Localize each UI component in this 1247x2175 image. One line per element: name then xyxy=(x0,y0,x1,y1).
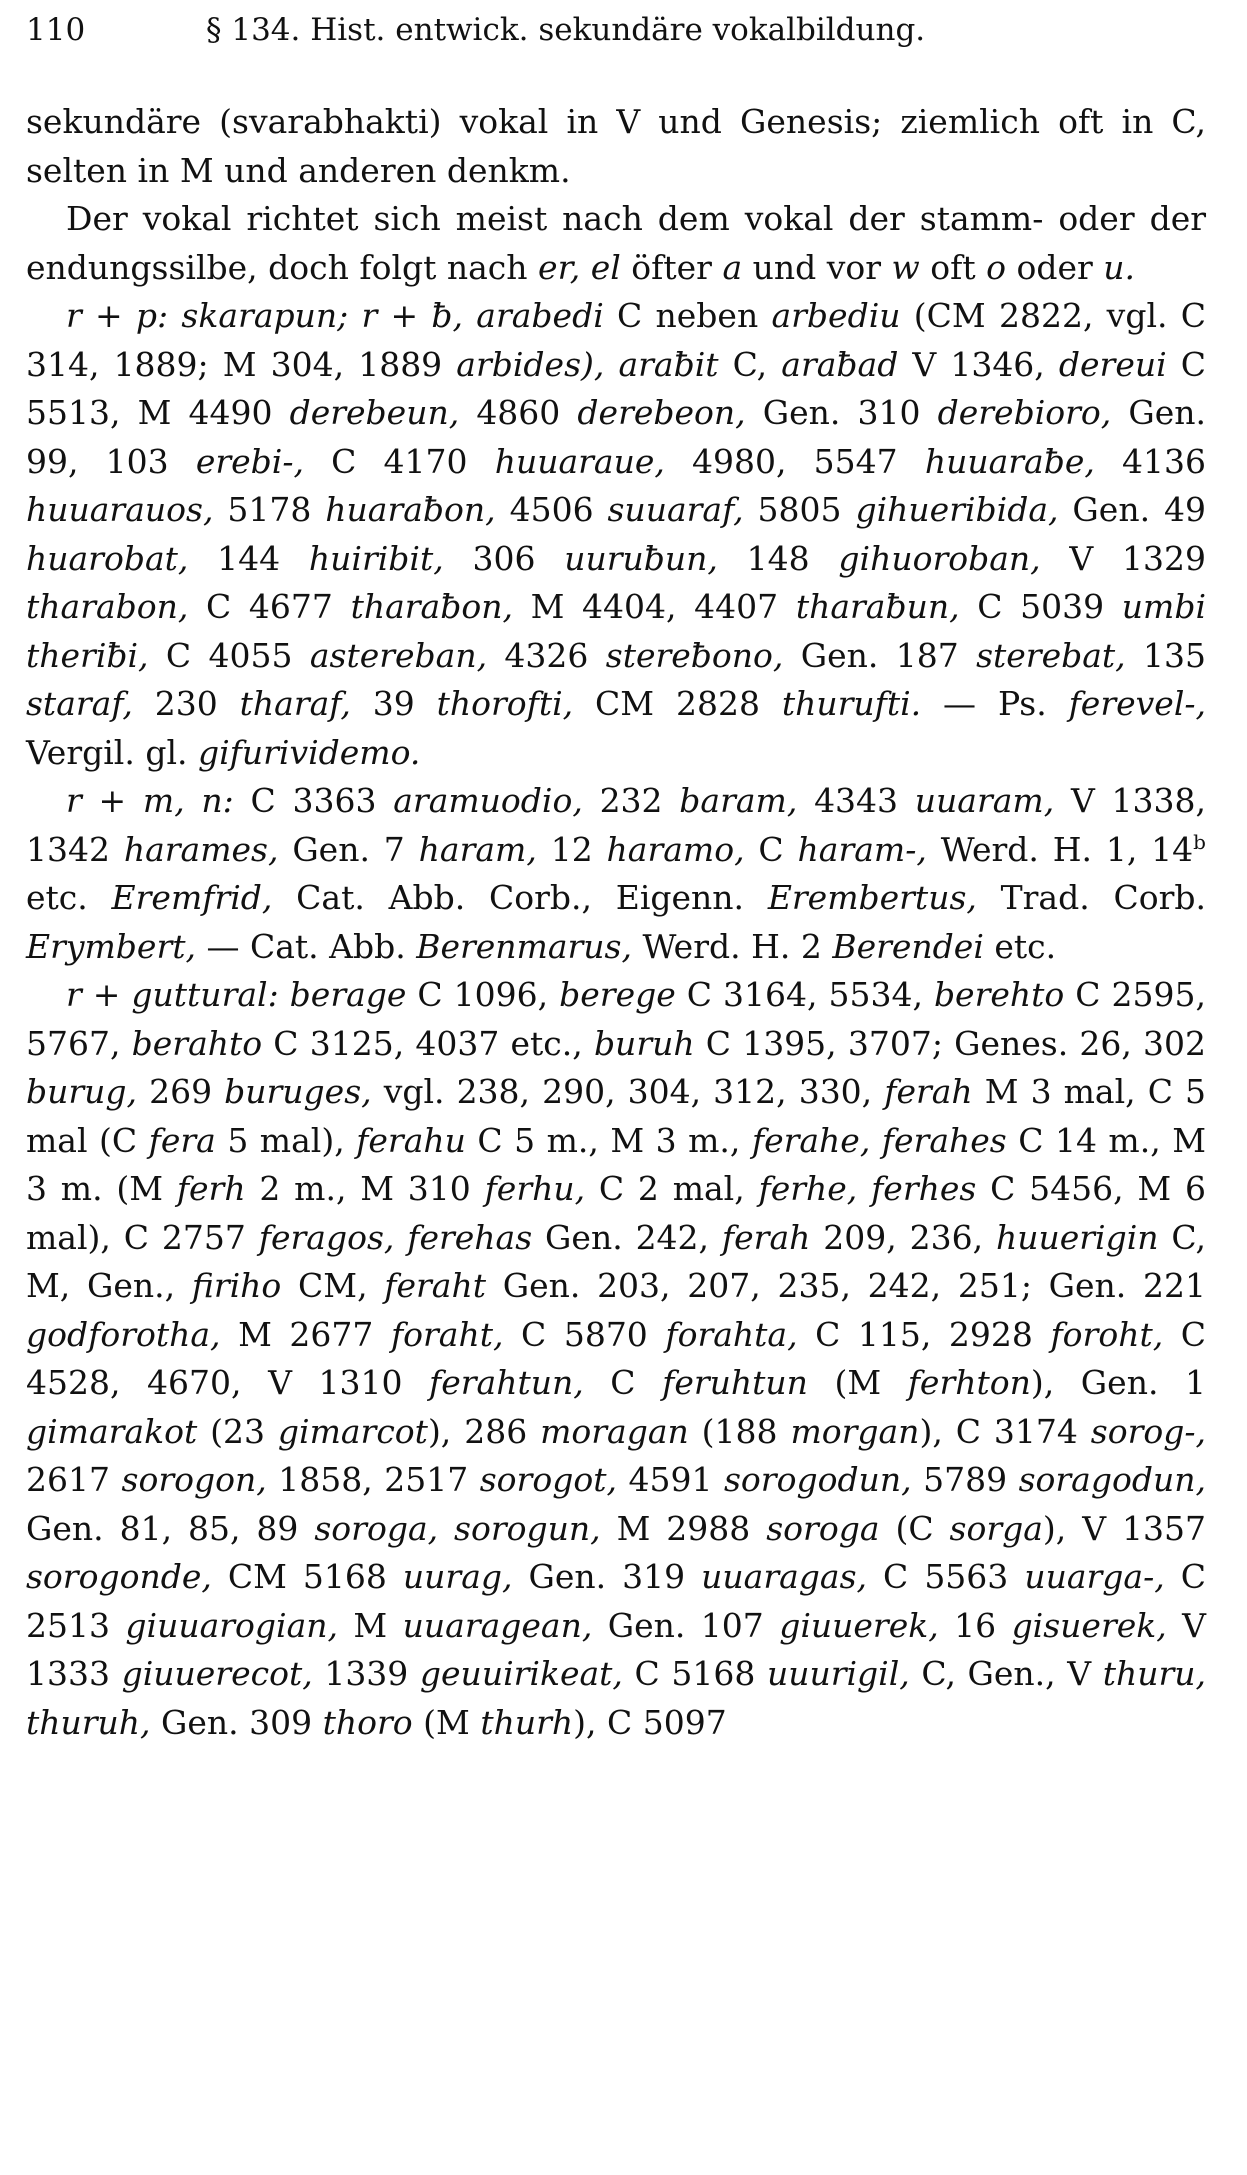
text-segment: V 1338, 1342 xyxy=(26,781,1206,869)
italic-text-segment: sorogon, xyxy=(121,1460,267,1499)
text-segment: C, M, Gen., xyxy=(26,1217,1206,1305)
text-segment: vgl. 238, 290, 304, 312, 330, xyxy=(371,1072,885,1111)
italic-text-segment: derebeon, xyxy=(577,393,746,432)
paragraph xyxy=(26,195,1206,292)
italic-text-segment: sorogodun, xyxy=(724,1460,912,1499)
italic-text-segment: gihueribida, xyxy=(855,490,1059,529)
italic-text-segment: uuruƀun, xyxy=(564,538,718,578)
text-segment: V 1329 xyxy=(1040,538,1206,578)
italic-text-segment: haram, xyxy=(418,829,537,869)
italic-text-segment: ferah xyxy=(721,1217,811,1257)
text-segment: M 2677 xyxy=(220,1314,391,1354)
italic-text-segment: morgan xyxy=(790,1411,920,1451)
italic-text-segment: giuuerecot, xyxy=(121,1654,313,1693)
text-segment: C 2513 xyxy=(26,1557,1206,1645)
italic-text-segment: gisuerek, xyxy=(1011,1605,1167,1645)
text-segment: CM 5168 xyxy=(211,1557,403,1596)
italic-text-segment: haram-, xyxy=(797,829,927,869)
text-segment: 1339 xyxy=(312,1654,420,1693)
text-segment: C neben xyxy=(603,296,772,335)
italic-text-segment: derebioro, xyxy=(937,393,1112,432)
text-segment: C 115, 2928 xyxy=(797,1314,1051,1354)
italic-text-segment: Erymbert, xyxy=(26,926,196,966)
text-segment: Gen. 310 xyxy=(745,393,938,432)
italic-text-segment: thuru, thuruh, xyxy=(26,1654,1206,1742)
text-segment: 16 xyxy=(938,1605,1012,1645)
italic-text-segment: feragos, ferehas xyxy=(258,1217,533,1257)
italic-text-segment: Erembertus, xyxy=(767,878,977,917)
text-segment: M 2988 xyxy=(600,1508,767,1548)
text-segment: (188 xyxy=(688,1411,791,1451)
italic-text-segment: geuuirikeat, xyxy=(419,1654,623,1693)
italic-text-segment: ferahtun, xyxy=(429,1363,584,1402)
italic-text-segment: burug, xyxy=(26,1072,138,1111)
paragraph xyxy=(26,777,1206,971)
italic-text-segment: Eremfrid, xyxy=(111,878,273,917)
text-segment: 232 xyxy=(582,781,680,820)
italic-text-segment: baram, xyxy=(679,781,798,820)
italic-text-segment: gihuoroban, xyxy=(838,538,1041,578)
text-segment: ), 286 xyxy=(427,1411,541,1451)
text-segment: etc. xyxy=(983,926,1057,966)
italic-text-segment: fera xyxy=(148,1120,216,1160)
text-segment: (CM 2822, vgl. C 314, 1889; M 304, 1889 xyxy=(26,296,1206,384)
italic-text-segment: tharabon, xyxy=(26,587,189,626)
text-segment: C 2595, 5767, xyxy=(26,975,1206,1063)
italic-text-segment: ferhton xyxy=(907,1363,1031,1402)
text-segment: C 1395, 3707; Genes. 26, 302 xyxy=(694,1023,1206,1063)
text-segment: (23 xyxy=(197,1411,278,1451)
text-segment: 5789 xyxy=(911,1460,1019,1499)
text-segment: V 1333 xyxy=(26,1605,1206,1693)
text-segment: Gen. 309 xyxy=(150,1702,323,1742)
italic-text-segment: w xyxy=(891,247,920,287)
italic-text-segment: dereui xyxy=(1058,344,1167,384)
text-segment: (M xyxy=(412,1702,481,1742)
text-segment: CM 2828 xyxy=(573,684,782,723)
italic-text-segment: ferh xyxy=(176,1169,246,1208)
text-segment: C 5563 xyxy=(867,1557,1025,1596)
italic-text-segment: thoro xyxy=(322,1702,413,1742)
italic-text-segment: aramuodio, xyxy=(393,781,583,820)
italic-text-segment: thurh xyxy=(480,1702,574,1742)
italic-text-segment: soragodun, xyxy=(1018,1460,1206,1499)
italic-text-segment: gimarcot xyxy=(277,1411,428,1451)
italic-text-segment: uuaram, xyxy=(914,781,1055,820)
italic-text-segment: gifurividemo. xyxy=(197,732,421,772)
italic-text-segment: a xyxy=(722,247,743,287)
italic-text-segment: harames, xyxy=(123,829,279,869)
text-segment: Werd. H. 2 xyxy=(631,926,833,966)
text-segment: C 3125, 4037 etc., xyxy=(262,1023,594,1063)
italic-text-segment: huaraƀon, xyxy=(325,490,496,529)
text-segment: und vor xyxy=(742,247,892,287)
text-segment: öfter xyxy=(620,247,723,287)
text-segment: 5805 xyxy=(743,490,856,529)
italic-text-segment: sorogonde, xyxy=(26,1557,212,1596)
text-segment: Trad. Corb. xyxy=(976,878,1207,917)
italic-text-segment: er, el xyxy=(538,247,621,287)
italic-text-segment: gimarakot xyxy=(26,1411,198,1451)
italic-text-segment: sorog-, xyxy=(1090,1411,1206,1451)
text-segment: 1858, 2517 xyxy=(266,1460,480,1499)
italic-text-segment: foraht, xyxy=(390,1314,504,1354)
italic-text-segment: ferevel-, xyxy=(1068,684,1207,723)
text-segment: Gen. 99, 103 xyxy=(26,393,1207,481)
text-segment: C 3363 xyxy=(233,781,394,820)
italic-text-segment: stereƀono, xyxy=(605,635,784,675)
text-segment: ), V 1357 xyxy=(1042,1508,1206,1548)
text-segment: C 5870 xyxy=(503,1314,666,1354)
italic-text-segment: staraf, xyxy=(26,684,133,723)
text-segment: Der vokal richtet sich meist nach dem vokal der stamm- oder der endungssilbe, doch folgt nach xyxy=(26,199,1206,287)
italic-text-segment: ferahu xyxy=(356,1120,466,1160)
text-segment: 39 xyxy=(350,684,437,723)
italic-text-segment: huiribit, xyxy=(308,538,444,578)
italic-text-segment: buruges, xyxy=(224,1072,372,1111)
text-segment: ), Gen. 1 xyxy=(1030,1363,1206,1402)
text-segment: Gen. 187 xyxy=(783,635,977,675)
text-segment: C xyxy=(583,1363,663,1402)
italic-text-segment: buruh xyxy=(593,1023,695,1063)
italic-text-segment: foroht, xyxy=(1050,1314,1164,1354)
text-segment: 4591 xyxy=(616,1460,724,1499)
text-segment: C 4170 xyxy=(303,441,495,481)
text-segment: C 14 m., M 3 m. (M xyxy=(26,1120,1206,1208)
body-text xyxy=(26,98,1206,1747)
italic-text-segment: soroga xyxy=(766,1508,880,1548)
text-segment: ), C 5097 xyxy=(573,1702,727,1742)
text-segment: Werd. H. 1, 14 xyxy=(926,829,1194,869)
italic-text-segment: thurufti. xyxy=(781,684,922,723)
italic-text-segment: uurag, xyxy=(402,1557,513,1596)
italic-text-segment: huuerigin xyxy=(995,1217,1159,1257)
text-segment: oft xyxy=(919,247,987,287)
italic-text-segment: suuaraf, xyxy=(607,490,744,529)
italic-text-segment: ferhu, xyxy=(484,1169,586,1208)
text-segment: 2 m., M 310 xyxy=(245,1169,485,1208)
text-segment: 306 xyxy=(443,538,565,578)
italic-text-segment: arbides), araƀit xyxy=(456,344,719,384)
italic-text-segment: berege xyxy=(559,975,676,1014)
text-segment: (C xyxy=(879,1508,950,1548)
text-segment: C 5039 xyxy=(959,587,1122,626)
italic-text-segment: feruhtun xyxy=(662,1363,808,1402)
italic-text-segment: firiho xyxy=(191,1266,282,1305)
text-segment: Gen. 81, 85, 89 xyxy=(26,1508,315,1548)
text-segment: 4506 xyxy=(495,490,608,529)
italic-text-segment: uuarga-, xyxy=(1024,1557,1165,1596)
text-segment: 5178 xyxy=(213,490,326,529)
italic-text-segment: sorga xyxy=(949,1508,1043,1548)
running-header xyxy=(26,8,1221,52)
text-segment: 5 mal), xyxy=(215,1120,357,1160)
italic-text-segment: moragan xyxy=(540,1411,689,1451)
italic-text-segment: ferah xyxy=(884,1072,973,1111)
text-segment: Gen. 319 xyxy=(512,1557,702,1596)
running-title: § 134. Hist. entwick. sekundäre vokalbildung. xyxy=(206,12,926,48)
text-segment: C 5456, M 6 mal), C 2757 xyxy=(26,1169,1206,1257)
italic-text-segment: r + guttural: berage xyxy=(66,975,407,1014)
paragraph xyxy=(26,292,1206,777)
text-segment: Gen. 107 xyxy=(592,1605,780,1645)
text-segment: 230 xyxy=(132,684,240,723)
text-segment: — Cat. Abb. xyxy=(195,926,417,966)
superscript-segment: b xyxy=(1193,829,1206,854)
text-segment: M 4404, 4407 xyxy=(512,587,796,626)
italic-text-segment: uuaragean, xyxy=(402,1605,593,1645)
text-segment: Gen. 242, xyxy=(532,1217,722,1257)
italic-text-segment: ferhe, ferhes xyxy=(758,1169,977,1208)
italic-text-segment: tharaƀon, xyxy=(350,587,513,626)
text-segment: M 3 mal, C 5 mal (C xyxy=(26,1072,1207,1160)
text-segment: C 5513, M 4490 xyxy=(26,344,1206,432)
italic-text-segment: feraht xyxy=(384,1266,486,1305)
italic-text-segment: thorofti, xyxy=(436,684,574,723)
text-segment: CM, xyxy=(281,1266,385,1305)
italic-text-segment: giuuerek, xyxy=(779,1605,939,1645)
text-segment: Gen. 203, 207, 235, 242, 251; Gen. 221 xyxy=(486,1266,1206,1305)
italic-text-segment: derebeun, xyxy=(289,393,460,432)
italic-text-segment: araƀad xyxy=(781,344,899,384)
text-segment: C 5 m., M 3 m., xyxy=(465,1120,752,1160)
italic-text-segment: astereban, xyxy=(309,635,488,675)
text-segment: M xyxy=(338,1605,403,1645)
italic-text-segment: o xyxy=(986,247,1006,287)
text-segment: C 4677 xyxy=(188,587,351,626)
italic-text-segment: tharaf, xyxy=(239,684,351,723)
text-segment: 4136 xyxy=(1094,441,1206,481)
italic-text-segment: haramo, xyxy=(606,829,745,869)
italic-text-segment: huuarauos, xyxy=(26,490,214,529)
paragraph xyxy=(26,98,1206,195)
text-segment: C 4528, 4670, V 1310 xyxy=(26,1314,1206,1402)
italic-text-segment: erebi-, xyxy=(195,441,304,481)
text-segment: 4326 xyxy=(487,635,606,675)
italic-text-segment: Berendei xyxy=(832,926,984,966)
italic-text-segment: sterebat, xyxy=(976,635,1126,675)
text-segment: Gen. 7 xyxy=(278,829,419,869)
text-segment: etc. xyxy=(26,878,112,917)
italic-text-segment: soroga, sorogun, xyxy=(314,1508,601,1548)
italic-text-segment: r + m, n: xyxy=(66,781,234,820)
text-segment: C 4055 xyxy=(148,635,310,675)
italic-text-segment: arbediu xyxy=(771,296,901,335)
paragraph xyxy=(26,971,1206,1747)
italic-text-segment: uuurigil, xyxy=(766,1654,910,1693)
text-segment: 144 xyxy=(188,538,309,578)
text-segment: — Ps. xyxy=(921,684,1069,723)
text-segment: 2617 xyxy=(26,1460,122,1499)
italic-text-segment: ferahe, ferahes xyxy=(751,1120,1007,1160)
text-segment: ), C 3174 xyxy=(919,1411,1091,1451)
italic-text-segment: huuaraƀe, xyxy=(924,441,1095,481)
text-segment: V 1346, xyxy=(898,344,1059,384)
italic-text-segment: r + p: skarapun; r + ƀ, arabedi xyxy=(66,296,604,335)
italic-text-segment: uuaragas, xyxy=(701,1557,868,1596)
text-segment: 135 xyxy=(1125,635,1207,675)
text-segment: 4343 xyxy=(797,781,915,820)
text-segment: 148 xyxy=(717,538,839,578)
text-segment: 12 xyxy=(536,829,607,869)
italic-text-segment: u. xyxy=(1103,247,1135,287)
italic-text-segment: sorogot, xyxy=(479,1460,617,1499)
text-segment: C, Gen., V xyxy=(909,1654,1103,1693)
text-segment: Vergil. gl. xyxy=(26,732,198,772)
italic-text-segment: huarobat, xyxy=(26,538,189,578)
italic-text-segment: huuaraue, xyxy=(494,441,665,481)
italic-text-segment: umbi theriƀi, xyxy=(26,587,1207,675)
text-segment: 4860 xyxy=(459,393,578,432)
text-segment: oder xyxy=(1005,247,1104,287)
text-segment: sekundäre (svarabhakti) vokal in V und Genesis; ziemlich oft in C, selten in M und anderen denkm. xyxy=(26,102,1206,190)
italic-text-segment: tharaƀun, xyxy=(795,587,960,626)
italic-text-segment: Berenmarus, xyxy=(416,926,632,966)
text-segment: C xyxy=(744,829,798,869)
text-segment: C 2 mal, xyxy=(585,1169,759,1208)
italic-text-segment: forahta, xyxy=(665,1314,798,1354)
text-segment: C 3164, 5534, xyxy=(675,975,934,1014)
italic-text-segment: godforotha, xyxy=(26,1314,221,1354)
text-segment: Gen. 49 xyxy=(1058,490,1206,529)
text-segment: 4980, 5547 xyxy=(664,441,925,481)
text-segment: Cat. Abb. Corb., Eigenn. xyxy=(272,878,768,917)
text-segment: 269 xyxy=(137,1072,225,1111)
text-segment: C 1096, xyxy=(406,975,560,1014)
italic-text-segment: giuuarogian, xyxy=(125,1605,339,1645)
italic-text-segment: berehto xyxy=(933,975,1065,1014)
text-segment: C 5168 xyxy=(622,1654,767,1693)
text-segment: 209, 236, xyxy=(810,1217,996,1257)
page-number: 110 xyxy=(26,12,86,48)
text-segment: C, xyxy=(718,344,782,384)
text-segment: (M xyxy=(807,1363,908,1402)
italic-text-segment: berahto xyxy=(131,1023,263,1063)
